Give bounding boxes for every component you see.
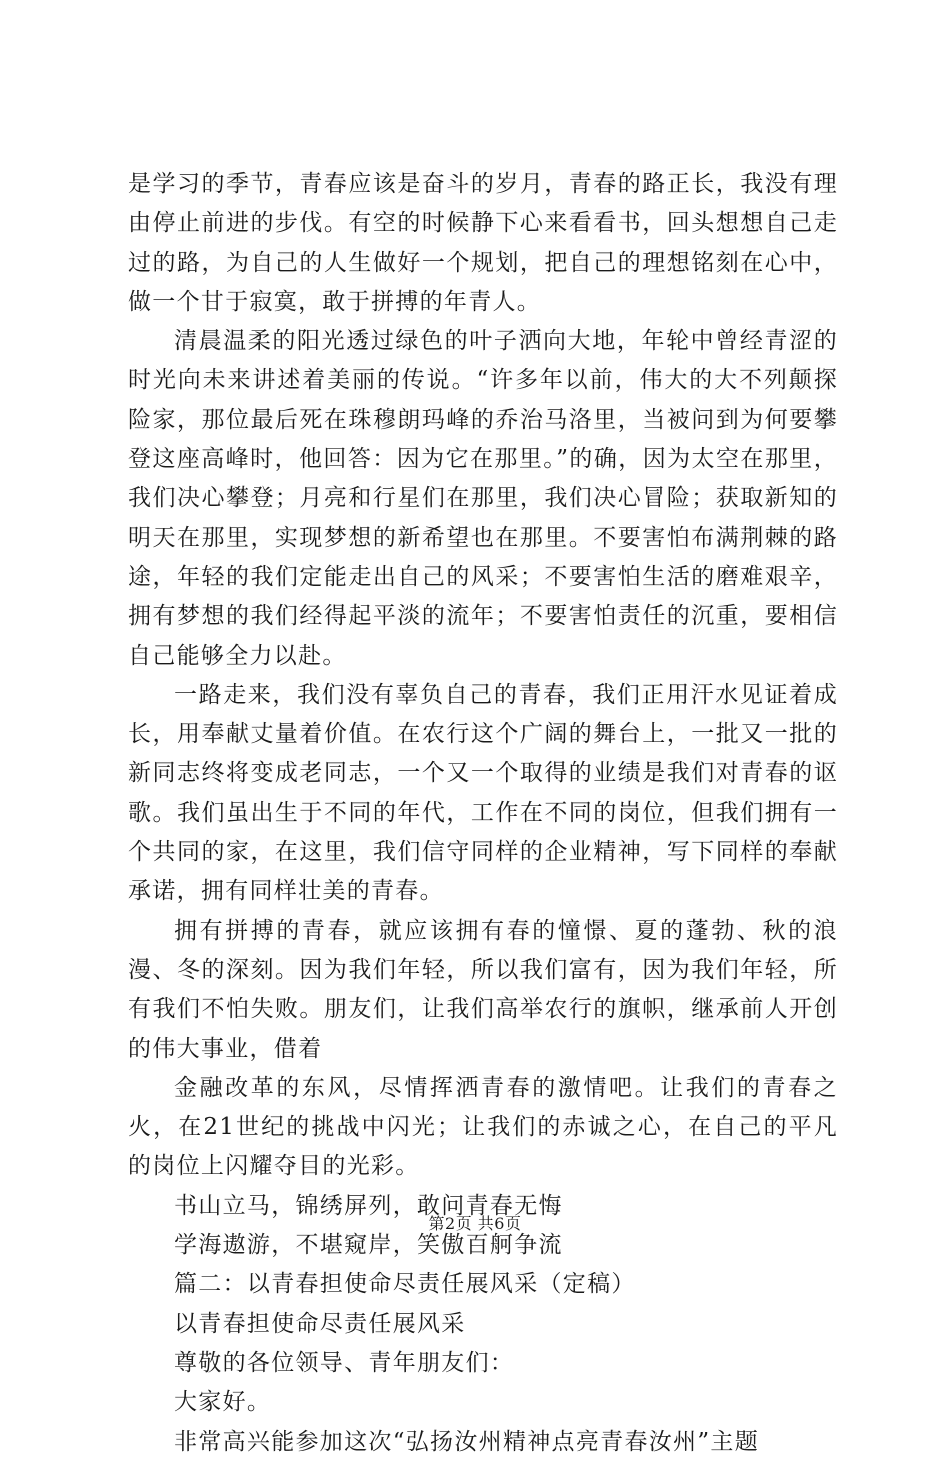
page-number-footer: 第2页 共6页 — [428, 1214, 522, 1233]
paragraph-4: 拥有拼搏的青春，就应该拥有春的憧憬、夏的蓬勃、秋的浪漫、冬的深刻。因为我们年轻，所以我们富有，因为我们年轻，所有我们不怕失败。朋友们，让我们高举农行的旗帜，继承前人开创的伟大事业，借着 — [128, 917, 838, 1062]
paragraph-1: 是学习的季节，青春应该是奋斗的岁月，青春的路正长，我没有理由停止前进的步伐。有空的时候静下心来看看书，回头想想自己走过的路，为自己的人生做好一个规划，把自己的理想铭刻在心中，做一个甘于寂寞，敢于拼搏的年青人。 — [128, 171, 838, 315]
greeting: 大家好。 — [174, 1389, 272, 1416]
speech-title: 以青春担使命尽责任展风采 — [174, 1310, 466, 1337]
paragraph-5: 金融改革的东风，尽情挥洒青春的激情吧。让我们的青春之火，在21世纪的挑战中闪光；让我们的赤诚之心，在自己的平凡的岗位上闪耀夺目的光彩。 — [128, 1074, 838, 1180]
salutation: 尊敬的各位领导、青年朋友们： — [174, 1349, 515, 1376]
paragraph-last: 非常高兴能参加这次“弘扬汝州精神点亮青春汝州”主题 — [174, 1428, 760, 1455]
paragraph-2: 清晨温柔的阳光透过绿色的叶子洒向大地，年轮中曾经青涩的时光向未来讲述着美丽的传说。“许多年以前，伟大的大不列颠探险家，那位最后死在珠穆朗玛峰的乔治马洛里，当被问到为何要攀登这座高峰时，他回答：因为它在那里。”的确，因为太空在那里，我们决心攀登；月亮和行星们在那里，我们决心冒险；获取新知的明天在那里，实现梦想的新希望也在那里。不要害怕布满荆棘的路途，年轻的我们定能走出自己的风采；不要害怕生活的磨难艰辛，拥有梦想的我们经得起平淡的流年；不要害怕责任的沉重，要相信自己能够全力以赴。 — [128, 328, 838, 669]
paragraph-3: 一路走来，我们没有辜负自己的青春，我们正用汗水见证着成长，用奉献丈量着价值。在农行这个广阔的舞台上，一批又一批的新同志终将变成老同志，一个又一个取得的业绩是我们对青春的讴歌。我们虽出生于不同的年代，工作在不同的岗位，但我们拥有一个共同的家，在这里，我们信守同样的企业精神，写下同样的奉献承诺，拥有同样壮美的青春。 — [128, 681, 838, 905]
poem-line-2: 学海遨游，不堪窥岸，笑傲百舸争流 — [174, 1232, 563, 1259]
section-heading: 篇二：以青春担使命尽责任展风采（定稿） — [174, 1271, 636, 1298]
body-text — [128, 165, 838, 1462]
poem-line-1: 书山立马，锦绣屏列，敢问青春无悔 — [174, 1192, 563, 1219]
